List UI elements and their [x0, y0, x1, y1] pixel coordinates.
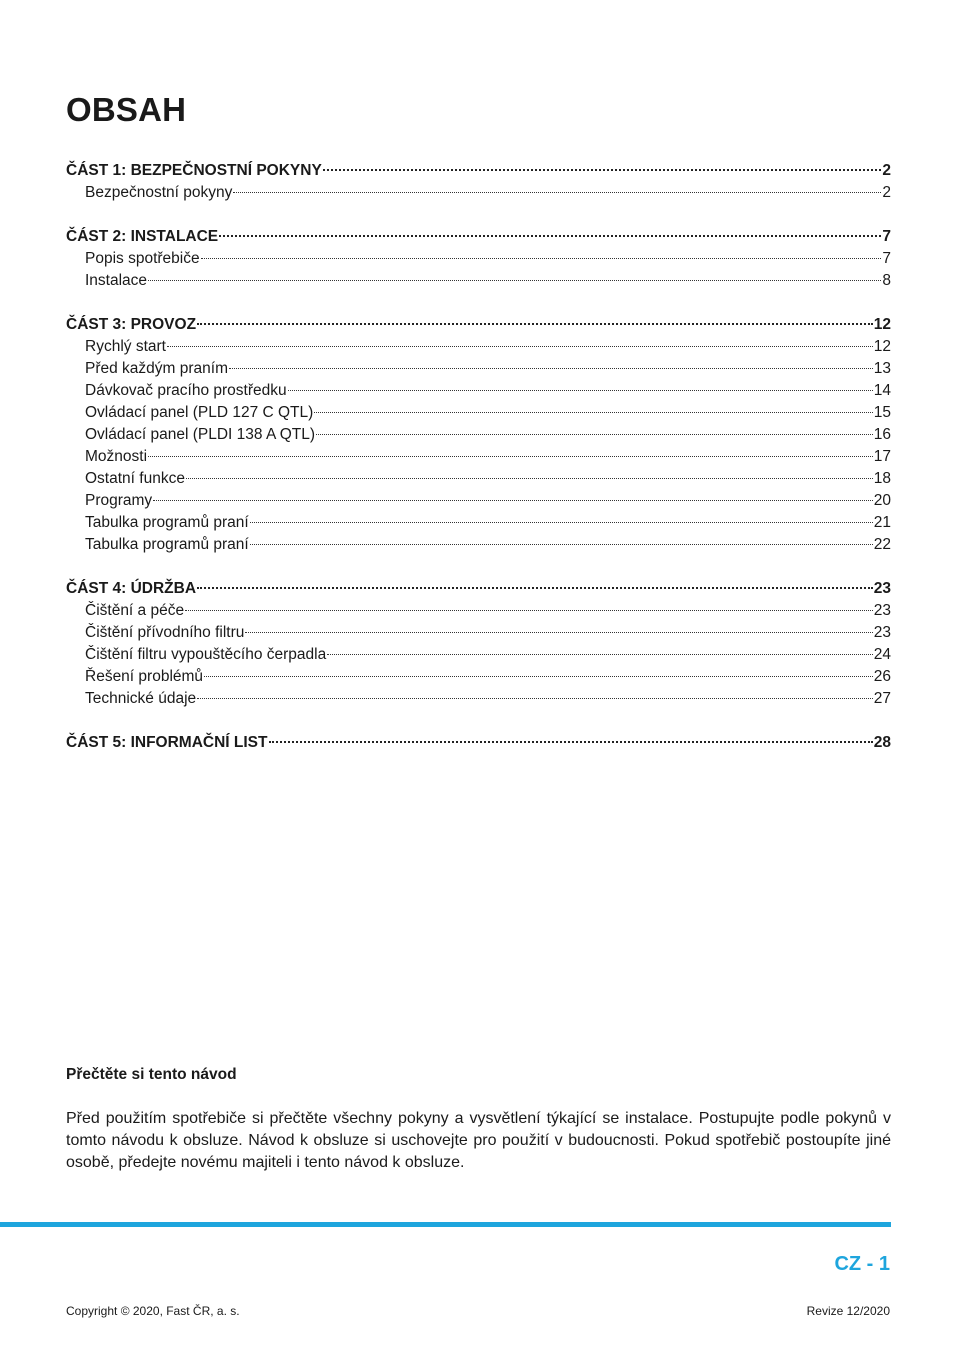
toc-entry[interactable] [66, 644, 891, 666]
toc-section [66, 226, 891, 292]
toc-entry[interactable] [66, 270, 891, 292]
toc-entry[interactable] [66, 380, 891, 402]
toc-entry-label: Čištění přívodního filtru [85, 624, 245, 641]
dot-leader [288, 388, 873, 391]
toc-entry-label: Tabulka programů praní [85, 514, 249, 531]
toc-entry-label: Řešení problémů [85, 668, 204, 685]
toc-chapter-label: ČÁST 1: BEZPEČNOSTNÍ POKYNY [66, 162, 322, 179]
toc-entry-label: Dávkovač pracího prostředku [85, 382, 287, 399]
toc-entry-label: Programy [85, 492, 153, 509]
toc-entry[interactable] [66, 182, 891, 204]
toc-entry-label: Ostatní funkce [85, 470, 185, 487]
toc-entry-label: Technické údaje [85, 690, 197, 707]
toc-entry-label: Tabulka programů praní [85, 536, 249, 553]
toc-entry[interactable] [66, 490, 891, 512]
dot-leader [233, 190, 881, 193]
toc-entry-page-number: 26 [873, 668, 891, 685]
page-title: OBSAH [66, 91, 187, 128]
footer-divider [0, 1222, 891, 1227]
toc-chapter-label: ČÁST 2: INSTALACE [66, 228, 219, 245]
toc-entry[interactable] [66, 512, 891, 534]
toc-entry[interactable] [66, 666, 891, 688]
dot-leader [186, 476, 873, 479]
toc-entry[interactable] [66, 622, 891, 644]
toc-entry-page-number: 23 [873, 602, 891, 619]
toc-entry-page-number: 18 [873, 470, 891, 487]
toc-chapter[interactable] [66, 732, 891, 754]
dot-leader [327, 652, 873, 655]
dot-leader [204, 674, 873, 677]
dot-leader [197, 321, 873, 325]
dot-leader [229, 366, 873, 369]
dot-leader [245, 630, 872, 633]
toc-entry-page-number: 2 [882, 184, 891, 201]
copyright-text: Copyright © 2020, Fast ČR, a. s. [66, 1304, 240, 1318]
toc-entry-page-number: 22 [873, 536, 891, 553]
toc-section [66, 578, 891, 710]
toc-entry[interactable] [66, 534, 891, 556]
toc-entry-page-number: 23 [873, 624, 891, 641]
dot-leader [197, 585, 873, 589]
toc-entry-label: Ovládací panel (PLDI 138 A QTL) [85, 426, 316, 443]
toc-chapter-page-number: 2 [882, 162, 891, 179]
toc-entry[interactable] [66, 688, 891, 710]
toc-entry[interactable] [66, 446, 891, 468]
toc-chapter-page-number: 23 [873, 580, 891, 597]
toc-entry-page-number: 7 [882, 250, 891, 267]
dot-leader [185, 608, 873, 611]
toc-section [66, 314, 891, 556]
table-of-contents [66, 160, 891, 776]
page-number: CZ - 1 [834, 1253, 890, 1275]
toc-entry-label: Možnosti [85, 448, 148, 465]
toc-entry-page-number: 24 [873, 646, 891, 663]
toc-entry-label: Před každým praním [85, 360, 228, 377]
toc-entry[interactable] [66, 600, 891, 622]
toc-section [66, 732, 891, 754]
toc-chapter-page-number: 28 [873, 734, 891, 751]
toc-section [66, 160, 891, 204]
dot-leader [197, 696, 873, 699]
toc-entry-label: Ovládací panel (PLD 127 C QTL) [85, 404, 314, 421]
toc-chapter[interactable] [66, 578, 891, 600]
dot-leader [314, 410, 872, 413]
toc-entry[interactable] [66, 424, 891, 446]
toc-entry[interactable] [66, 468, 891, 490]
toc-entry-label: Čištění filtru vypouštěcího čerpadla [85, 646, 327, 663]
toc-chapter-label: ČÁST 3: PROVOZ [66, 316, 197, 333]
toc-entry[interactable] [66, 336, 891, 358]
toc-entry-label: Čištění a péče [85, 602, 185, 619]
toc-entry-label: Bezpečnostní pokyny [85, 184, 233, 201]
dot-leader [167, 344, 873, 347]
dot-leader [201, 256, 882, 259]
toc-entry-page-number: 20 [873, 492, 891, 509]
dot-leader [269, 739, 873, 743]
notice-block [66, 1062, 891, 1174]
toc-chapter[interactable] [66, 226, 891, 248]
toc-entry[interactable] [66, 248, 891, 270]
toc-entry-page-number: 12 [873, 338, 891, 355]
toc-entry-page-number: 8 [882, 272, 891, 289]
dot-leader [323, 167, 882, 171]
toc-chapter-label: ČÁST 5: INFORMAČNÍ LIST [66, 734, 268, 751]
dot-leader [250, 520, 873, 523]
toc-entry-label: Instalace [85, 272, 148, 289]
toc-chapter-page-number: 7 [882, 228, 891, 245]
toc-entry-page-number: 27 [873, 690, 891, 707]
notice-heading: Přečtěte si tento návod [66, 1066, 237, 1083]
toc-entry-page-number: 16 [873, 426, 891, 443]
toc-chapter-label: ČÁST 4: ÚDRŽBA [66, 580, 197, 597]
toc-entry[interactable] [66, 402, 891, 424]
toc-entry-page-number: 14 [873, 382, 891, 399]
dot-leader [148, 454, 873, 457]
notice-text: Před použitím spotřebiče si přečtěte všechny pokyny a vysvětlení týkající se instalace. Postupujte podle pokynů v tomto návodu k obsluze. Návod k obsluze si uschovejte pro použití v budoucnosti. Pokud spotřebič postoupíte jiné osobě, předejte novému majiteli i tento návod k obsluze. [66, 1110, 891, 1171]
toc-chapter[interactable] [66, 314, 891, 336]
toc-chapter[interactable] [66, 160, 891, 182]
toc-entry-page-number: 17 [873, 448, 891, 465]
toc-entry-label: Popis spotřebiče [85, 250, 200, 267]
dot-leader [153, 498, 873, 501]
toc-entry-page-number: 15 [873, 404, 891, 421]
toc-entry[interactable] [66, 358, 891, 380]
dot-leader [250, 542, 873, 545]
dot-leader [316, 432, 873, 435]
toc-chapter-page-number: 12 [873, 316, 891, 333]
dot-leader [148, 278, 881, 281]
toc-entry-page-number: 21 [873, 514, 891, 531]
toc-entry-label: Rychlý start [85, 338, 166, 355]
dot-leader [219, 233, 881, 237]
revision-text: Revize 12/2020 [806, 1304, 890, 1318]
toc-entry-page-number: 13 [873, 360, 891, 377]
